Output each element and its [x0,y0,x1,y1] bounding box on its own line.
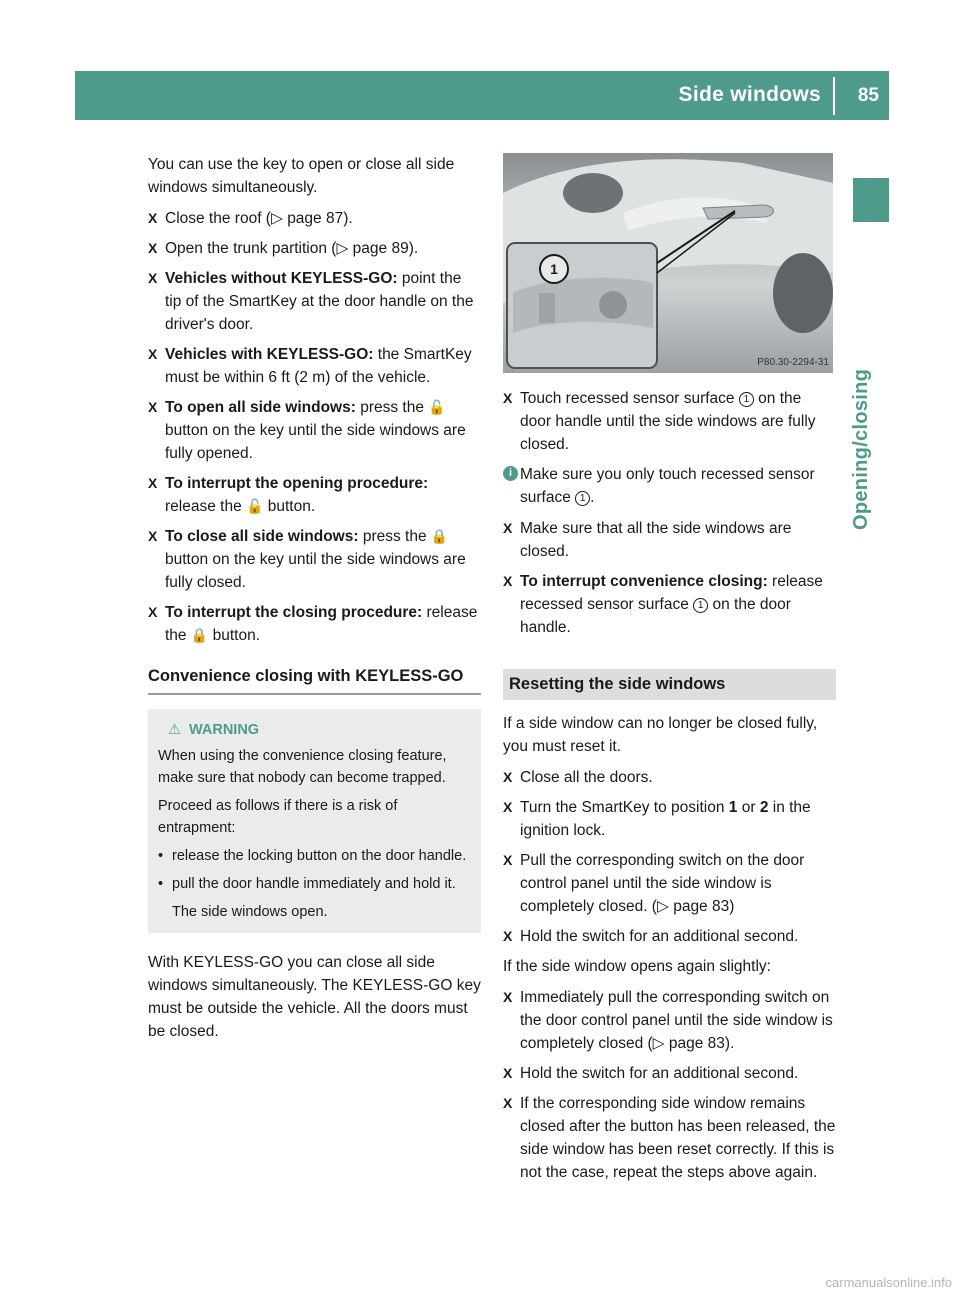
step-text: Hold the switch for an additional second. [520,1065,799,1082]
unlock-icon: 🔓 [428,399,446,415]
warning-label: WARNING [189,722,260,738]
step-marker-icon: X [148,604,158,620]
step-marker-icon: X [503,390,513,406]
lock-icon: 🔒 [430,528,449,544]
callout-1-icon: 1 [539,254,569,284]
warning-paragraph: When using the convenience closing feature, make sure that nobody can become trapped. [158,748,447,786]
step-text: Turn the SmartKey to position [520,799,729,816]
info-text: . [590,489,595,506]
reset-intro: If a side window can no longer be closed fully, you must reset it. [503,715,818,755]
step-item [503,925,836,948]
step-item [503,517,836,563]
step-bold: To interrupt the opening procedure: [165,475,429,492]
bullet-text: release the locking button on the door handle. [172,848,467,864]
step-text: Pull the corresponding switch on the door control panel until the side window is completely closed. (▷ page 83) [520,852,805,915]
step-text: If the corresponding side window remains closed after the button has been released, the side window has been reset correctly. If this is not the case, repeat the steps above again. [520,1095,836,1181]
right-column [503,153,836,1191]
section-heading: Convenience closing with KEYLESS-GO [148,665,481,695]
step-item [503,986,836,1055]
step-item [148,237,481,260]
step-text: on the door handle. [520,596,791,636]
warning-after: The side windows open. [172,904,328,920]
step-bold: To interrupt convenience closing: [520,573,768,590]
step-marker-icon: X [148,346,158,362]
unlock-icon: 🔓 [246,498,264,514]
step-marker-icon: X [503,520,513,536]
step-text: Open the trunk partition (▷ page 89). [165,240,419,257]
step-marker-icon: X [503,928,513,944]
step-marker-icon: X [148,270,158,286]
step-marker-icon: X [148,210,158,226]
step-marker-icon: X [148,240,158,256]
step-marker-icon: X [503,1065,513,1081]
step-text: button. [208,627,261,644]
info-icon: i [503,466,518,481]
callout-1-icon: 1 [739,392,754,407]
step-item [503,1062,836,1085]
step-item [503,766,836,789]
if-opens-paragraph: If the side window opens again slightly: [503,958,771,975]
page-number: 85 [857,85,879,106]
step-marker-icon: X [503,989,513,1005]
step-text: Make sure that all the side windows are closed. [520,520,792,560]
step-text: Close all the doors. [520,769,653,786]
step-text: Touch recessed sensor surface [520,390,739,407]
section-tab-label: Opening/closing [850,368,872,530]
step-text: on the door handle until the side windows are fully closed. [520,390,816,453]
door-handle-photo [503,153,833,373]
step-item [503,796,836,842]
step-text: point the tip of the SmartKey at the door handle on the driver's door. [165,270,474,333]
header-bar [75,71,889,120]
step-text: Close the roof (▷ page 87). [165,210,353,227]
warning-paragraph: Proceed as follows if there is a risk of entrapment: [158,798,398,836]
reset-heading-text: Resetting the side windows [509,675,726,693]
step-text: Immediately pull the corresponding switch on the door control panel until the side window is completely closed (▷ page 83). [520,989,833,1052]
info-text: Make sure you only touch recessed sensor surface [520,466,815,506]
header-divider [833,77,835,115]
step-item [503,570,836,639]
step-text: Hold the switch for an additional second. [520,928,799,945]
step-text: button on the key until the side windows are fully opened. [165,422,466,462]
step-marker-icon: X [148,528,158,544]
step-item [503,1092,836,1184]
step-text: release the [165,498,246,515]
step-bold: 1 [728,799,738,816]
step-text: press the [355,399,429,416]
step-item [148,396,481,465]
step-bold: To close all side windows: [165,528,359,545]
step-item [503,387,836,456]
warning-title [158,719,471,741]
step-bold: Vehicles with KEYLESS-GO: [165,346,374,363]
photo-code: P80.30-2294-31 [757,357,829,368]
warning-triangle-icon: ⚠ [168,722,181,738]
step-item [503,849,836,918]
info-note [503,463,836,509]
bullet-icon: • [158,848,164,864]
step-bold: To interrupt the closing procedure: [165,604,423,621]
callout-1-icon: 1 [575,491,590,506]
bullet-icon: • [158,876,164,892]
step-marker-icon: X [148,399,158,415]
lock-icon: 🔒 [190,627,209,643]
section-tab-marker [853,178,889,222]
page-title: Side windows [678,83,821,106]
callout-1-icon: 1 [693,598,708,613]
step-item [148,343,481,389]
step-item [148,525,481,594]
step-marker-icon: X [503,573,513,589]
step-bold: 2 [759,799,769,816]
step-bold: To open all side windows: [165,399,356,416]
step-text: the SmartKey must be within 6 ft (2 m) of the vehicle. [165,346,472,386]
step-text: press the [358,528,431,545]
step-item [148,472,481,518]
step-text: release recessed sensor surface [520,573,823,613]
step-marker-icon: X [503,852,513,868]
step-bold: Vehicles without KEYLESS-GO: [165,270,398,287]
left-column [148,153,481,1051]
reset-heading [503,669,836,700]
step-marker-icon: X [503,799,513,815]
warning-box [148,709,481,933]
step-marker-icon: X [503,769,513,785]
step-item [148,207,481,230]
intro-paragraph: You can use the key to open or close all side windows simultaneously. [148,156,455,196]
step-text: button. [263,498,316,515]
warning-bullet [158,873,471,895]
step-text: or [737,799,760,816]
step-marker-icon: X [503,1095,513,1111]
bullet-text: pull the door handle immediately and hold it. [172,876,456,892]
warning-bullet [158,845,471,867]
footer-watermark: carmanualsonline.info [825,1275,952,1290]
step-text: in the ignition lock. [520,799,811,839]
step-item [148,601,481,647]
closing-paragraph: With KEYLESS-GO you can close all side windows simultaneously. The KEYLESS-GO key must be outside the vehicle. All the doors must be closed. [148,954,481,1040]
step-text: release the [165,604,478,644]
step-item [148,267,481,336]
step-text: button on the key until the side windows are fully closed. [165,551,466,591]
step-marker-icon: X [148,475,158,491]
